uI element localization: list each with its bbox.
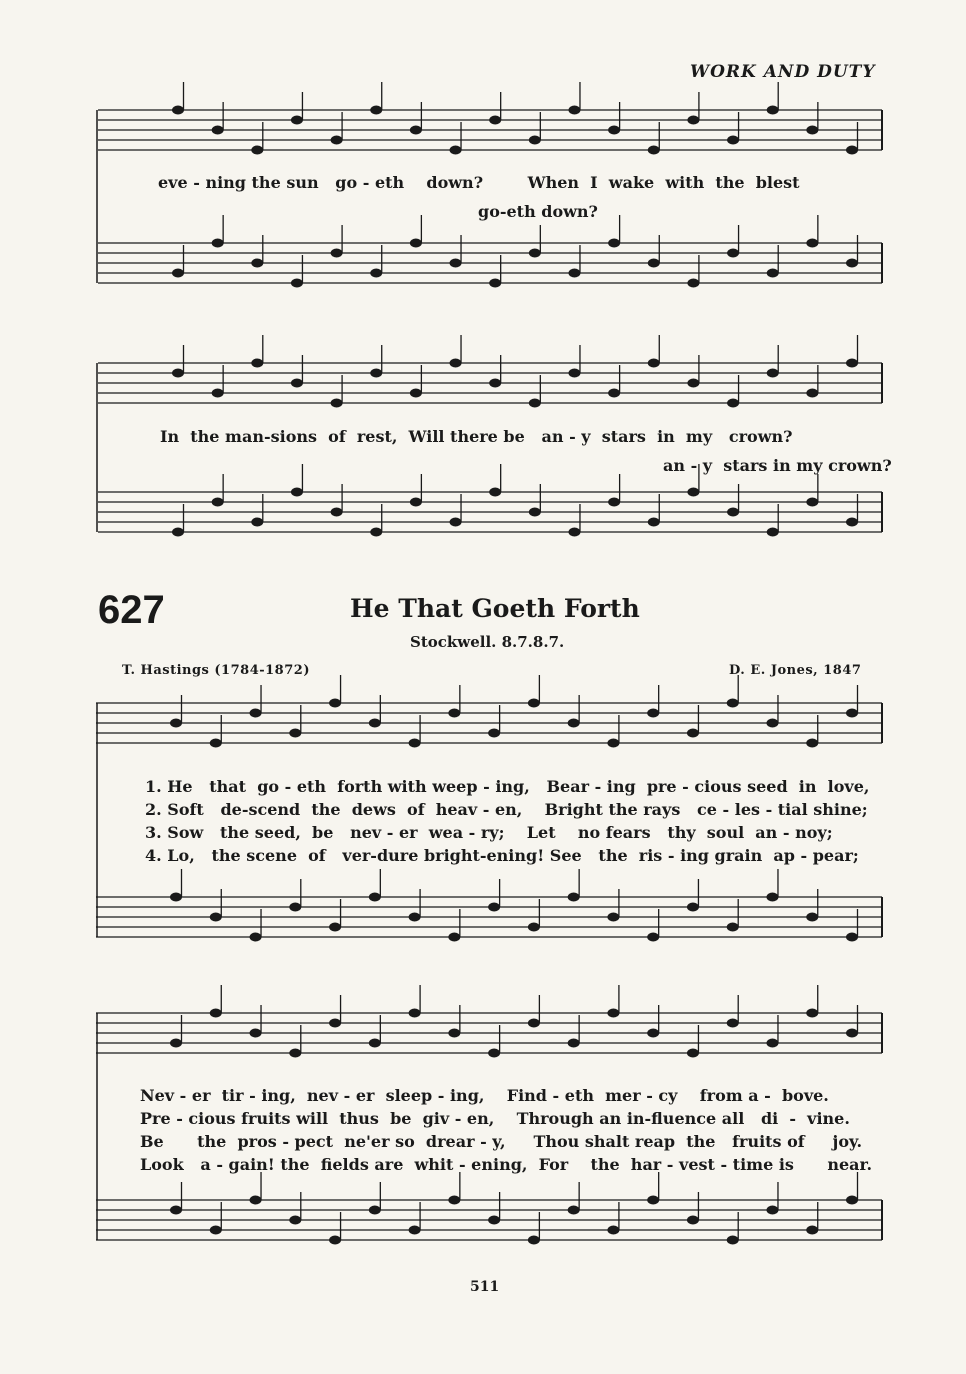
notehead: [331, 136, 343, 145]
notehead: [528, 923, 540, 932]
notehead: [727, 249, 739, 258]
notehead: [806, 913, 818, 922]
section-heading: WORK AND DUTY: [690, 62, 876, 82]
notehead: [489, 279, 501, 288]
notehead: [410, 389, 422, 398]
previous-hymn-lyric-line: In the man-sions of rest, Will there be an - y stars in my crown?: [160, 427, 793, 446]
notehead: [488, 903, 500, 912]
staff: [98, 215, 882, 288]
notehead: [448, 1196, 460, 1205]
staff: [98, 82, 882, 155]
notehead: [608, 239, 620, 248]
notehead: [647, 1029, 659, 1038]
notehead: [170, 893, 182, 902]
notehead: [488, 1216, 500, 1225]
notehead: [448, 709, 460, 718]
notehead: [489, 379, 501, 388]
notehead: [291, 379, 303, 388]
notehead: [370, 269, 382, 278]
notehead: [289, 1216, 301, 1225]
notehead: [251, 146, 263, 155]
notehead: [528, 1019, 540, 1028]
notehead: [647, 709, 659, 718]
notehead: [329, 923, 341, 932]
notehead: [250, 709, 262, 718]
notehead: [251, 259, 263, 268]
notehead: [846, 933, 858, 942]
verse-line: 1. He that go - eth forth with weep - ing, Bear - ing pre - cious seed in love,: [145, 777, 870, 796]
staff: [96, 1172, 882, 1245]
notehead: [210, 913, 222, 922]
notehead: [687, 1216, 699, 1225]
notehead: [846, 709, 858, 718]
notehead: [172, 269, 184, 278]
notehead: [608, 126, 620, 135]
notehead: [766, 719, 778, 728]
notehead: [687, 488, 699, 497]
previous-hymn-lyric-line: an - y stars in my crown?: [663, 456, 892, 475]
staff: [96, 869, 882, 942]
notehead: [410, 498, 422, 507]
notehead: [687, 1049, 699, 1058]
notehead: [648, 259, 660, 268]
notehead: [607, 1226, 619, 1235]
notehead: [529, 136, 541, 145]
notehead: [727, 399, 739, 408]
notehead: [607, 1009, 619, 1018]
notehead: [846, 146, 858, 155]
notehead: [608, 498, 620, 507]
notehead: [846, 1029, 858, 1038]
notehead: [568, 528, 580, 537]
notehead: [767, 106, 779, 115]
verse-line: 3. Sow the seed, be nev - er wea - ry; Let no fears thy soul an - noy;: [145, 823, 833, 842]
notehead: [329, 1019, 341, 1028]
staff: [98, 335, 882, 408]
previous-hymn-lyric-line: eve - ning the sun go - eth down? When I wake with the blest: [158, 173, 800, 192]
notehead: [448, 1029, 460, 1038]
notehead: [767, 269, 779, 278]
notehead: [291, 279, 303, 288]
notehead: [648, 146, 660, 155]
notehead: [727, 508, 739, 517]
notehead: [766, 1039, 778, 1048]
notehead: [212, 498, 224, 507]
notehead: [331, 399, 343, 408]
notehead: [210, 739, 222, 748]
notehead: [568, 893, 580, 902]
notehead: [488, 1049, 500, 1058]
notehead: [450, 146, 462, 155]
notehead: [331, 249, 343, 258]
notehead: [370, 106, 382, 115]
verse-line: Be the pros - pect ne'er so drear - y, Thou shalt reap the fruits of joy.: [140, 1132, 863, 1151]
notehead: [806, 389, 818, 398]
notehead: [251, 518, 263, 527]
notehead: [687, 903, 699, 912]
notehead: [448, 933, 460, 942]
notehead: [250, 1029, 262, 1038]
notehead: [369, 1206, 381, 1215]
lyricist-credit: T. Hastings (1784-1872): [122, 663, 310, 678]
staff: [96, 675, 882, 748]
verse-line: 2. Soft de-scend the dews of heav - en, Bright the rays ce - les - tial shine;: [145, 800, 868, 819]
notehead: [648, 518, 660, 527]
notehead: [210, 1226, 222, 1235]
notehead: [806, 739, 818, 748]
notehead: [568, 269, 580, 278]
notehead: [212, 389, 224, 398]
notehead: [846, 259, 858, 268]
notehead: [488, 729, 500, 738]
notehead: [529, 249, 541, 258]
tune-name: Stockwell. 8.7.8.7.: [410, 633, 565, 651]
notehead: [687, 379, 699, 388]
notehead: [450, 518, 462, 527]
notehead: [450, 359, 462, 368]
hymn-title: He That Goeth Forth: [350, 594, 640, 623]
notehead: [727, 136, 739, 145]
notehead: [370, 528, 382, 537]
notehead: [289, 1049, 301, 1058]
notehead: [291, 488, 303, 497]
notehead: [370, 369, 382, 378]
notehead: [608, 389, 620, 398]
hymn-number: 627: [98, 588, 165, 632]
notehead: [329, 699, 341, 708]
notehead: [806, 126, 818, 135]
notehead: [251, 359, 263, 368]
notehead: [529, 508, 541, 517]
notehead: [172, 369, 184, 378]
staff: [96, 985, 882, 1058]
notehead: [568, 106, 580, 115]
notehead: [450, 259, 462, 268]
notehead: [489, 488, 501, 497]
notehead: [647, 1196, 659, 1205]
notehead: [170, 1206, 182, 1215]
notehead: [767, 369, 779, 378]
notehead: [766, 1206, 778, 1215]
notehead: [607, 739, 619, 748]
notehead: [647, 933, 659, 942]
notehead: [568, 719, 580, 728]
notehead: [687, 116, 699, 125]
notehead: [806, 239, 818, 248]
notehead: [289, 903, 301, 912]
notehead: [369, 893, 381, 902]
notehead: [727, 699, 739, 708]
notehead: [846, 359, 858, 368]
notehead: [410, 239, 422, 248]
notehead: [170, 1039, 182, 1048]
notehead: [172, 106, 184, 115]
verse-line: 4. Lo, the scene of ver-dure bright-ening! See the ris - ing grain ap - pear;: [145, 846, 859, 865]
notehead: [528, 1236, 540, 1245]
notehead: [806, 1226, 818, 1235]
notehead: [369, 1039, 381, 1048]
notehead: [846, 518, 858, 527]
notehead: [172, 528, 184, 537]
composer-credit: D. E. Jones, 1847: [729, 663, 862, 678]
notehead: [568, 369, 580, 378]
notehead: [369, 719, 381, 728]
notehead: [409, 1226, 421, 1235]
notehead: [329, 1236, 341, 1245]
notehead: [767, 528, 779, 537]
notehead: [212, 126, 224, 135]
notehead: [727, 923, 739, 932]
notehead: [410, 126, 422, 135]
verse-line: Look a - gain! the fields are whit - ening, For the har - vest - time is near.: [140, 1155, 873, 1174]
previous-hymn-lyric-line: go-eth down?: [478, 202, 598, 221]
notehead: [250, 1196, 262, 1205]
page-number: 511: [470, 1279, 500, 1295]
notehead: [250, 933, 262, 942]
notehead: [409, 913, 421, 922]
notehead: [607, 913, 619, 922]
notehead: [409, 739, 421, 748]
notehead: [687, 279, 699, 288]
notehead: [648, 359, 660, 368]
notehead: [529, 399, 541, 408]
notehead: [568, 1039, 580, 1048]
notehead: [409, 1009, 421, 1018]
notehead: [687, 729, 699, 738]
notehead: [806, 498, 818, 507]
notehead: [331, 508, 343, 517]
notehead: [289, 729, 301, 738]
notehead: [210, 1009, 222, 1018]
notehead: [766, 893, 778, 902]
verse-line: Nev - er tir - ing, nev - er sleep - ing, Find - eth mer - cy from a - bove.: [140, 1086, 829, 1105]
notehead: [727, 1236, 739, 1245]
notehead: [806, 1009, 818, 1018]
notehead: [727, 1019, 739, 1028]
notehead: [528, 699, 540, 708]
notehead: [846, 1196, 858, 1205]
notehead: [568, 1206, 580, 1215]
notehead: [170, 719, 182, 728]
verse-line: Pre - cious fruits will thus be giv - en, Through an in-fluence all di - vine.: [140, 1109, 850, 1128]
notehead: [291, 116, 303, 125]
notehead: [212, 239, 224, 248]
notehead: [489, 116, 501, 125]
